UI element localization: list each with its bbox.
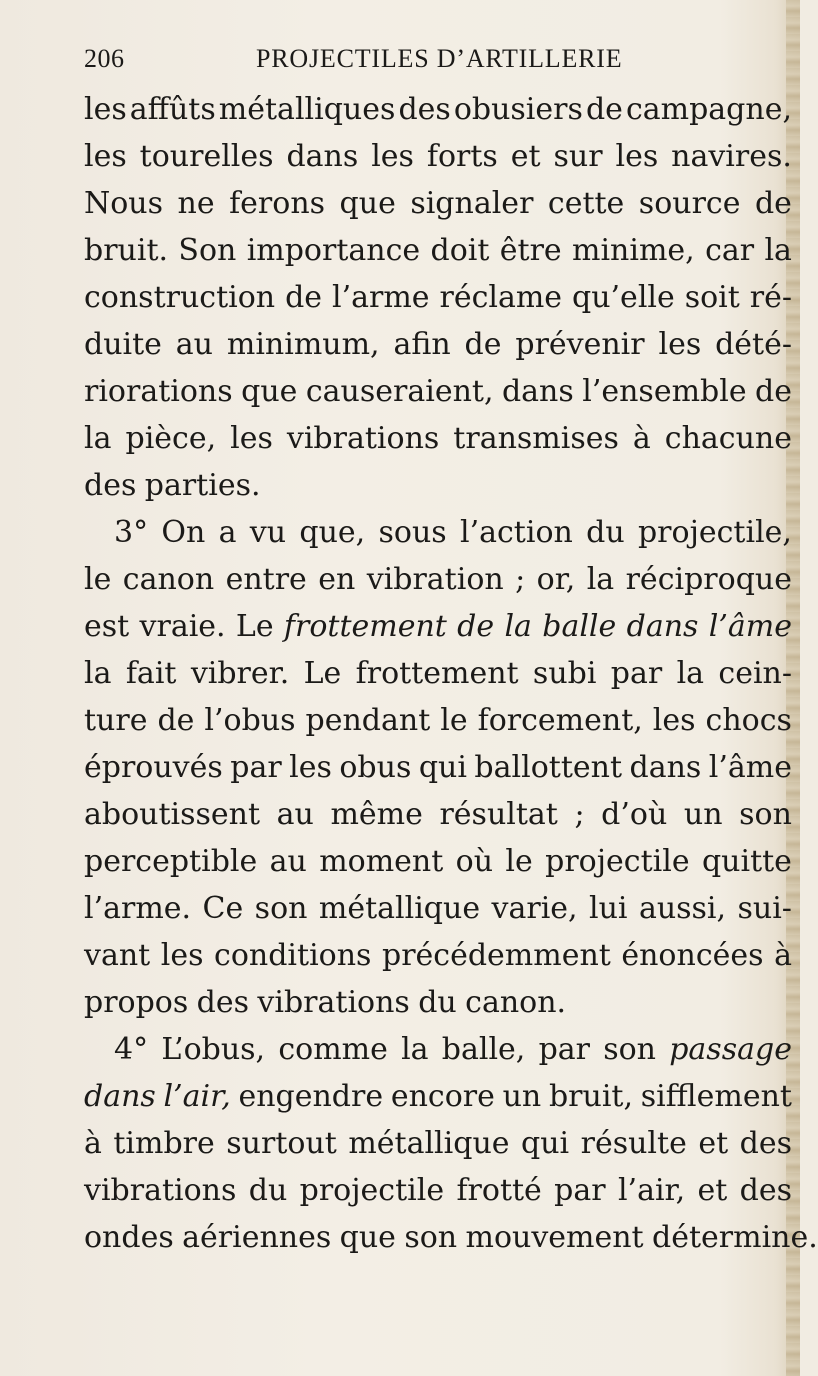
word: ré- [749,280,792,315]
word: ture [84,703,148,738]
word: campagne, [625,92,792,127]
word: transmises [453,421,619,456]
word: sous [378,515,447,550]
word: aériennes [182,1220,332,1255]
word: vibrer. [190,656,290,691]
word: les [615,139,659,174]
word: énoncées [621,938,764,973]
running-title: PROJECTILES D’ARTILLERIE [256,44,623,73]
word: dans [84,1079,156,1114]
word: dans [629,750,702,785]
word: pièce, [125,421,217,456]
word: entre [225,562,307,597]
word: soit [684,280,740,315]
word: or, [536,562,576,597]
word: surtout [226,1126,337,1161]
word: par [230,750,282,785]
word: duite [84,327,162,362]
word: conditions [214,938,372,973]
word: l’arme [331,280,430,315]
word: où [455,844,494,879]
word: source [638,186,741,221]
text-line [84,697,792,744]
word: sur [553,139,603,174]
word: forts [426,139,498,174]
word: de [285,280,323,315]
text-line [84,791,792,838]
word: quitte [701,844,792,879]
text-line [84,650,792,697]
word: encore [390,1079,495,1114]
word: son [404,1220,458,1255]
word: comme [278,1032,388,1067]
word: vant [84,938,151,973]
word: que, [299,515,366,550]
word: pendant [305,703,431,738]
word: résulte [580,1126,687,1161]
text-line [84,838,792,885]
word: frotté [456,1173,542,1208]
word: vu [249,515,287,550]
word: les [230,421,273,456]
word: la [586,562,615,597]
word: de [755,374,792,409]
word: affûts [129,92,216,127]
word: son [739,797,792,832]
word: Son [178,233,237,268]
text-line [84,979,792,1026]
text-line [84,274,792,321]
text-line [84,1120,792,1167]
word: un [683,797,723,832]
word: en [318,562,356,597]
word: les [84,92,127,127]
word: détermine. [652,1220,818,1255]
word: car [705,233,755,268]
word: l’âme [708,609,792,644]
page-header [84,44,792,84]
text-line [84,227,792,274]
text-line [84,1167,792,1214]
word: 3° [114,515,149,550]
word: vibrations [257,985,410,1020]
word: des [84,468,137,503]
text-line [84,133,792,180]
word: ferons [229,186,326,221]
word: importance [246,233,421,268]
text-line [84,885,792,932]
word: et [697,1173,728,1208]
word: par [538,1032,590,1067]
word: la [676,656,705,691]
word: des [398,92,451,127]
word: son [254,891,308,926]
word: d’où [601,797,668,832]
word: prévenir [515,327,645,362]
word: de [754,186,792,221]
word: être [499,233,562,268]
page-number: 206 [84,44,125,73]
word: les [160,938,204,973]
word: fait [125,656,177,691]
word: varie, [491,891,578,926]
word: ondes [84,1220,174,1255]
word: minime, [572,233,695,268]
word: par [554,1173,606,1208]
word: métallique [348,1126,510,1161]
word: chocs [705,703,792,738]
word: bruit, [548,1079,634,1114]
word: du [248,1173,288,1208]
word: obusiers [453,92,583,127]
word: réciproque [625,562,792,597]
word: l’obus [204,703,296,738]
word: lui [589,891,628,926]
word: des [196,985,250,1020]
word: obus [339,750,412,785]
text-line [84,744,792,791]
word: l’âme [708,750,792,785]
word: qui [521,1126,570,1161]
word: à [84,1126,102,1161]
word: la [504,609,532,644]
word: est [84,609,130,644]
word: signaler [410,186,534,221]
word: l’arme. [84,891,192,926]
word: le [440,703,468,738]
word: précédemment [381,938,611,973]
word: les [84,139,127,174]
word: afin [393,327,451,362]
word: propos [84,985,189,1020]
word: vraie. [139,609,226,644]
word: On [161,515,206,550]
word: canon [122,562,215,597]
word: la [401,1032,429,1067]
word: aussi, [638,891,727,926]
word: aboutissent [84,797,261,832]
word: des [739,1126,792,1161]
word: dété- [715,327,792,362]
word: moment [319,844,444,879]
word: résultat [439,797,558,832]
word: causeraient, [305,374,494,409]
word: que [339,186,396,221]
word: engendre [238,1079,384,1114]
word: au [276,797,314,832]
word: vibrations [84,1173,237,1208]
word: mouvement [465,1220,644,1255]
text-line [84,180,792,227]
word: vibrations [286,421,440,456]
word: 4° [114,1032,149,1067]
word: balle [542,609,617,644]
word: de [585,92,623,127]
word: qui [418,750,467,785]
word: bruit. [84,233,169,268]
word: perceptible [84,844,258,879]
word: passage [669,1032,792,1067]
word: à [632,421,651,456]
word: dans [626,609,699,644]
word: les [289,750,332,785]
word: projectile [299,1173,445,1208]
word: chacune [664,421,792,456]
word: que [339,1220,396,1255]
text-line [84,368,792,415]
word: Le [235,609,274,644]
word: la [84,421,112,456]
word: l’air, [163,1079,231,1114]
word: le [505,844,533,879]
word: vibration [366,562,504,597]
word: au [175,327,214,362]
text-line [84,321,792,368]
word: de [157,703,195,738]
word: par [610,656,663,691]
word: canon. [465,985,567,1020]
word: qu’elle [572,280,675,315]
word: la [84,656,112,691]
word: cein- [718,656,792,691]
word: cette [547,186,625,221]
word: l’air, [617,1173,686,1208]
word: même [330,797,423,832]
word: les [652,703,696,738]
word: Le [303,656,342,691]
word: dans [286,139,359,174]
word: au [269,844,307,879]
word: son [603,1032,656,1067]
word: ; [515,562,526,597]
word: Nous [84,186,164,221]
word: balle, [441,1032,526,1067]
word: ; [574,797,585,832]
word: métallique [318,891,481,926]
word: à [774,938,792,973]
word: forcement, [477,703,643,738]
text-line [84,86,792,133]
word: navires. [671,139,792,174]
word: et [510,139,541,174]
word: minimum, [226,327,380,362]
text-line [84,462,792,509]
word: subi [532,656,597,691]
word: du [586,515,625,550]
word: sifflement [640,1079,792,1114]
word: ne [177,186,215,221]
word: l’ensemble [582,374,747,409]
word: L’obus, [161,1032,266,1067]
word: la [764,233,792,268]
word: Ce [202,891,244,926]
word: timbre [113,1126,215,1161]
word: parties. [144,468,261,503]
text-line [84,556,792,603]
word: les [658,327,702,362]
word: réclame [439,280,563,315]
word: de [464,327,502,362]
word: le [84,562,112,597]
word: éprouvés [84,750,223,785]
word: l’action [459,515,573,550]
text-line [84,603,792,650]
word: et [698,1126,729,1161]
text-line [84,509,792,556]
text-line [84,932,792,979]
word: construction [84,280,276,315]
word: frottement [355,656,519,691]
word: des [739,1173,792,1208]
word: riorations [84,374,233,409]
word: métalliques [218,92,396,127]
word: a [218,515,237,550]
word: ballottent [474,750,623,785]
body-text [84,86,818,1261]
text-line [84,1073,792,1120]
word: projectile, [637,515,792,550]
word: que [241,374,298,409]
word: frottement [283,609,447,644]
text-line [84,1026,792,1073]
word: projectile [545,844,690,879]
text-line [84,1214,818,1261]
word: de [457,609,495,644]
word: du [418,985,457,1020]
word: dans [501,374,574,409]
word: un [502,1079,542,1114]
word: tourelles [139,139,274,174]
word: les [371,139,414,174]
text-line [84,415,792,462]
word: doit [430,233,490,268]
word: sui- [737,891,792,926]
